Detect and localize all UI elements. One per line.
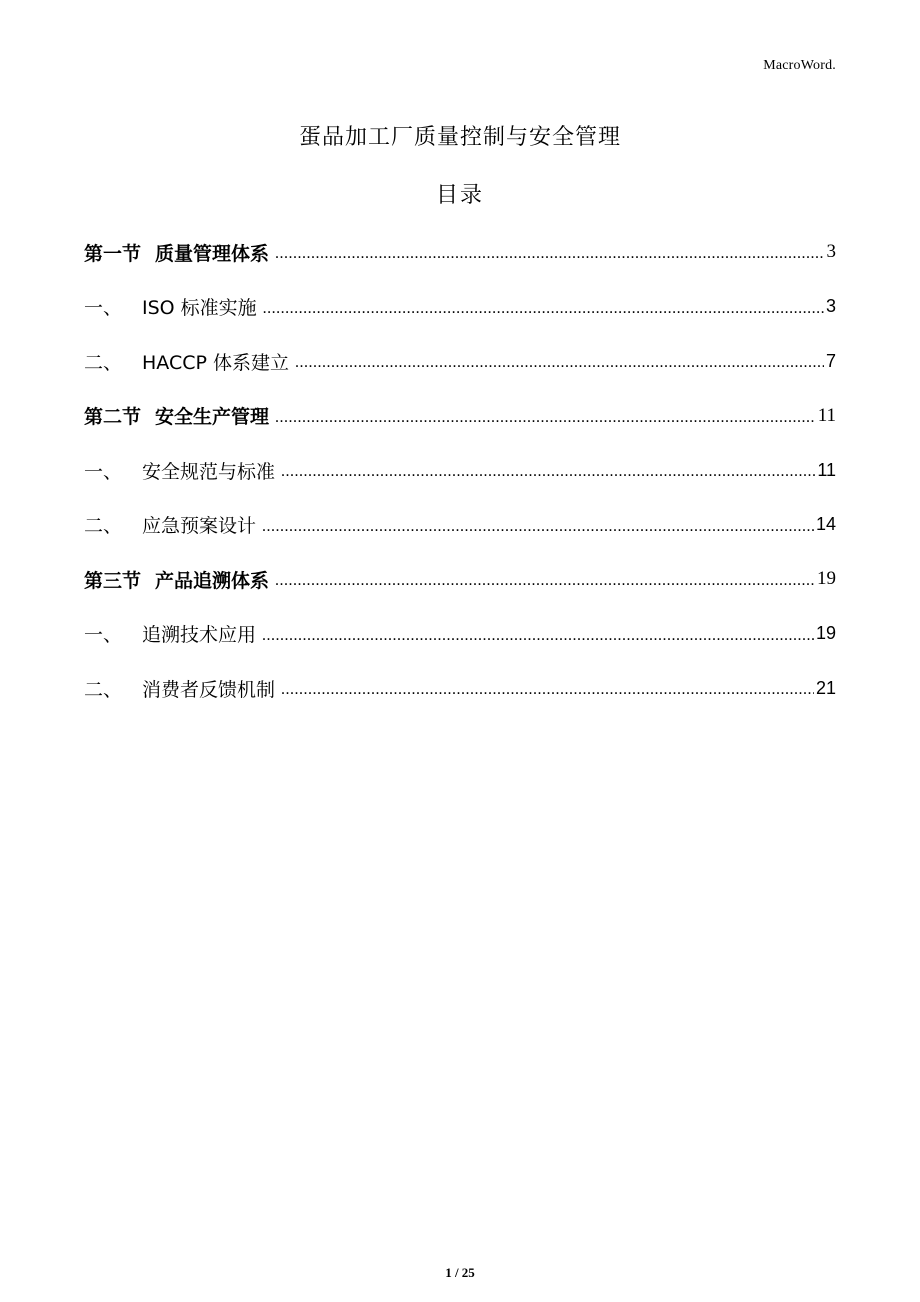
toc-entry-title: 消费者反馈机制: [142, 678, 276, 701]
toc-entry-number: 第三节: [84, 569, 142, 592]
toc-entry-title: 应急预案设计: [142, 515, 257, 538]
toc-entry-page: 3: [826, 241, 836, 263]
toc-entry-number: 第二节: [84, 406, 142, 429]
toc-entry-page: 21: [815, 677, 836, 698]
toc-entry-subsection-2-2[interactable]: [84, 498, 836, 553]
toc-entry-number: 一、: [84, 460, 123, 483]
document-title: 蛋品加工厂质量控制与安全管理: [298, 125, 621, 150]
toc-dot-leader: [275, 572, 815, 590]
toc-entry-number: 二、: [84, 515, 123, 538]
toc-entry-subsection-3-1[interactable]: [84, 607, 836, 662]
toc-dot-leader: [275, 245, 824, 263]
toc-entry-number: 一、: [84, 624, 123, 647]
toc-entry-page: 14: [815, 514, 836, 535]
toc-dot-leader: [281, 463, 815, 481]
toc-entry-subsection-2-1[interactable]: [84, 443, 836, 498]
toc-dot-leader: [262, 627, 814, 645]
toc-entry-subsection-3-2[interactable]: [84, 661, 836, 716]
toc-dot-leader: [263, 300, 824, 318]
toc-dot-leader: [275, 409, 816, 427]
header-brand: MacroWord.: [763, 58, 836, 73]
toc-entry-page: 11: [817, 459, 836, 480]
toc-entry-page: 11: [817, 404, 836, 426]
page-number-indicator: 1 / 25: [445, 1265, 475, 1280]
toc-heading: 目录: [435, 183, 484, 208]
toc-entry-section-1[interactable]: [84, 225, 836, 280]
toc-entry-number: 二、: [84, 351, 123, 374]
toc-entry-page: 7: [825, 350, 836, 371]
toc-entry-page: 19: [817, 568, 836, 590]
toc-entry-title: 产品追溯体系: [155, 569, 270, 592]
toc-entry-section-2[interactable]: [84, 389, 836, 444]
toc-dot-leader: [262, 518, 814, 536]
toc-dot-leader: [295, 354, 824, 372]
toc-entry-page: 3: [825, 296, 836, 317]
toc-entry-number: 二、: [84, 678, 123, 701]
toc-entry-title: 质量管理体系: [155, 242, 270, 265]
toc-entry-title: 安全生产管理: [155, 406, 270, 429]
toc-dot-leader: [281, 681, 814, 699]
toc-entry-title: ISO 标准实施: [142, 297, 257, 320]
toc-entry-title: HACCP 体系建立: [142, 351, 289, 374]
toc-entry-title: 安全规范与标准: [142, 460, 276, 483]
toc-entry-subsection-1-1[interactable]: [84, 280, 836, 335]
toc-entry-page: 19: [815, 623, 836, 644]
table-of-contents: [84, 225, 836, 716]
toc-entry-section-3[interactable]: [84, 552, 836, 607]
toc-entry-subsection-1-2[interactable]: [84, 334, 836, 389]
toc-entry-number: 一、: [84, 297, 123, 320]
toc-entry-number: 第一节: [84, 242, 142, 265]
toc-entry-title: 追溯技术应用: [142, 624, 257, 647]
